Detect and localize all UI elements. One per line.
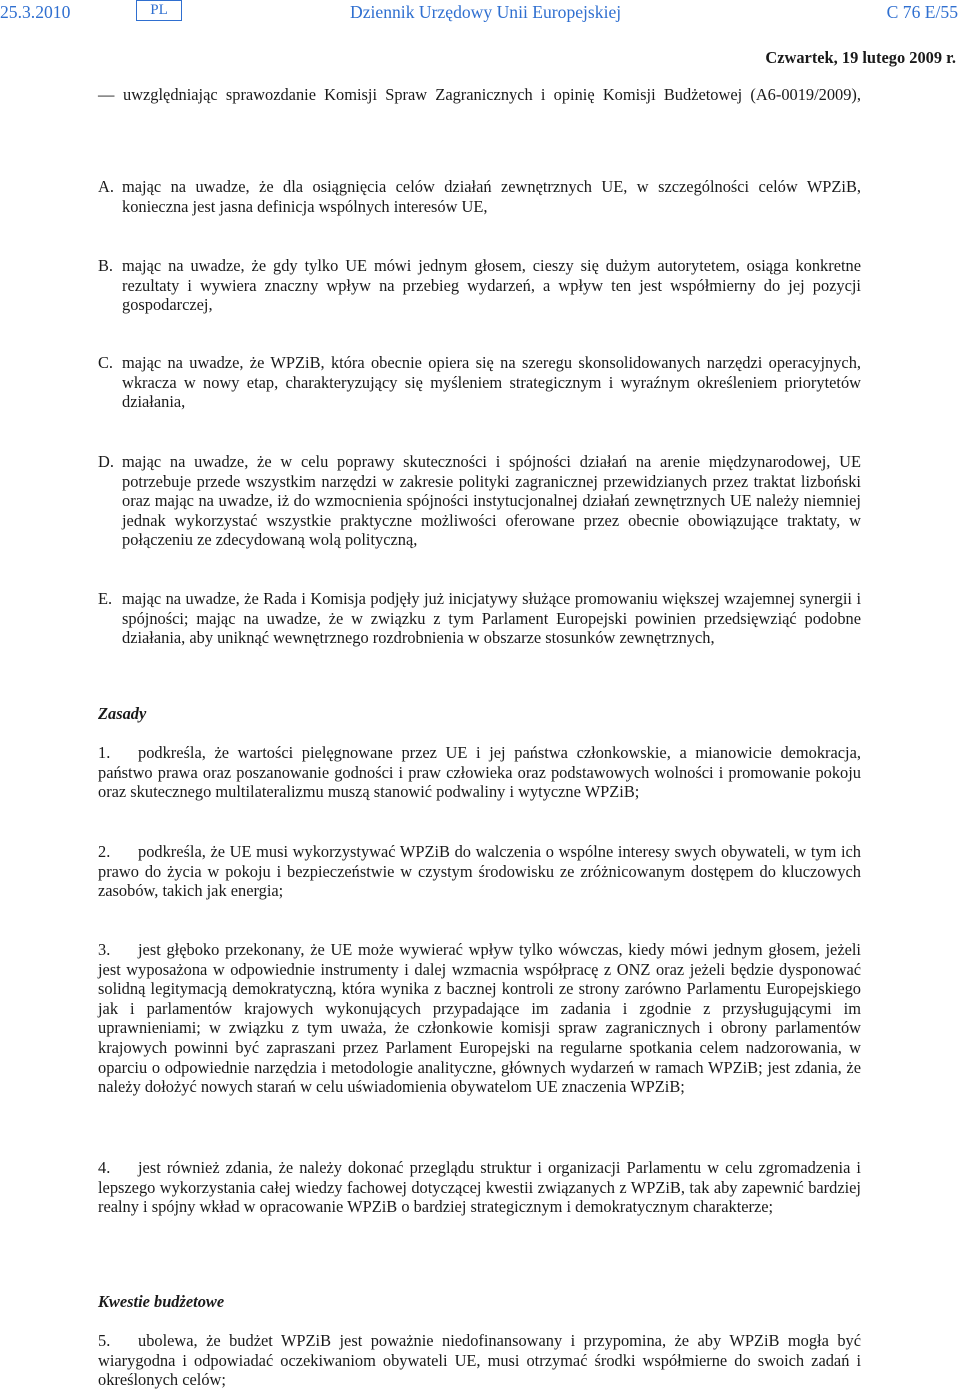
- section-heading-budget: Kwestie budżetowe: [98, 1292, 225, 1311]
- paragraph-text: podkreśla, że wartości pielęgnowane przez UE i jej państwa członkowskie, a mianowicie demokracja, państwo prawa oraz poszanowanie godności i praw człowieka oraz podstawowych wolności i promowanie pokoju oraz skutecznego multilateralizmu muszą stanowić podwaliny i wytyczne WPZiB;: [98, 743, 861, 802]
- recital-a: [98, 177, 861, 216]
- language-code: PL: [136, 0, 182, 21]
- paragraph-text: podkreśla, że UE musi wykorzystywać WPZiB do walczenia o wspólne interesy swych obywateli, w tym ich prawo do życia w pokoju i bezpieczeństwie w czystym środowisku ze zróżnicowanym dostępem do kluczowych zasobów, takich jak energia;: [98, 842, 861, 901]
- paragraph-number: 2.: [98, 842, 111, 861]
- page-header: [0, 3, 960, 25]
- recital-text: mając na uwadze, że Rada i Komisja podjęły już inicjatywy służące promowaniu większej wzajemnej synergii i spójności; mając na uwadze, że w związku z tym Parlament Europejski powinien przedsięwziąć podobne działania, aby uniknąć wewnętrznego rozdrobnienia w obszarze stosunków zewnętrznych,: [122, 589, 861, 648]
- paragraph-5: [98, 1331, 861, 1390]
- sitting-date: Czwartek, 19 lutego 2009 r.: [765, 48, 956, 67]
- recital-text: mając na uwadze, że WPZiB, która obecnie opiera się na szeregu skonsolidowanych narzędzi operacyjnych, wkracza w nowy etap, charakteryzujący się myśleniem strategicznym i wyraźnym określeniem priorytetów działania,: [122, 353, 861, 412]
- recital-text: mając na uwadze, że w celu poprawy skuteczności i spójności działań na arenie międzynarodowej, UE potrzebuje przede wszystkim narzędzi w zakresie polityki zagranicznej przewidzianych przez traktat lizboński oraz mając na uwadze, iż do wzmocnienia spójności instytucjonalnej działań zewnętrznych UE należy niemniej jednak wykorzystać wszystkie praktyczne możliwości oferowane przez obecnie obowiązujące traktaty, w połączeniu ze zdecydowaną wolą polityczną,: [122, 452, 861, 550]
- publication-date: 25.3.2010: [0, 2, 71, 22]
- paragraph-number: 1.: [98, 743, 111, 762]
- paragraph-text: jest głęboko przekonany, że UE może wywierać wpływ tylko wówczas, kiedy mówi jednym głosem, jeżeli jest wyposażona w odpowiednie instrumenty i dalej wzmacnia współpracę z ONZ oraz jeżeli będzie dysponować solidną legitymacją demokratyczną, która wynika z bacznej kontroli ze strony zarówno Parlamentu Europejskiego jak i parlamentów krajowych wykonujących przypadające im zadania i zgodnie z przysługującymi im uprawnieniami; w związku z tym uważa, że członkowie komisji spraw zagranicznych i obrony parlamentów krajowych powinni być zapraszani przez Parlament Europejski na regularne spotkania celem nadzorowania, w oparciu o odpowiednie narzędzia i metodologie analityczne, głównych wydarzeń w ramach WPZiB; jest zdania, że należy dołożyć nowych starań w celu uświadomienia obywatelom UE znaczenia WPZiB;: [98, 940, 861, 1097]
- paragraph-number: 3.: [98, 940, 111, 959]
- recital-d: [98, 452, 861, 550]
- section-heading-principles: Zasady: [98, 704, 147, 723]
- citation-text: uwzględniając sprawozdanie Komisji Spraw Zagranicznych i opinię Komisji Budżetowej (A6-0019/2009),: [123, 85, 861, 104]
- paragraph-number: 4.: [98, 1158, 111, 1177]
- recital-letter: A.: [98, 177, 114, 196]
- paragraph-2: [98, 842, 861, 901]
- recital-b: [98, 256, 861, 315]
- paragraph-3: [98, 940, 861, 1097]
- paragraph-text: jest również zdania, że należy dokonać przeglądu struktur i organizacji Parlamentu w celu zgromadzenia i lepszego wykorzystania całej wiedzy fachowej dotyczącej kwestii związanych z WPZiB, tak aby zapewnić bardziej realny i spójny wkład w opracowanie WPZiB o bardziej strategicznym i demokratycznym charakterze;: [98, 1158, 861, 1217]
- recital-text: mając na uwadze, że gdy tylko UE mówi jednym głosem, cieszy się dużym autorytetem, osiąga konkretne rezultaty i wywiera znaczny wpływ na przebieg wydarzeń, a wpływ ten jest współmierny do jej pozycji gospodarczej,: [122, 256, 861, 315]
- recital-e: [98, 589, 861, 648]
- recital-letter: C.: [98, 353, 114, 372]
- paragraph-1: [98, 743, 861, 802]
- page-reference: C 76 E/55: [886, 2, 958, 22]
- recital-letter: B.: [98, 256, 114, 275]
- citation-item: [98, 85, 861, 105]
- recital-letter: D.: [98, 452, 114, 471]
- recital-c: [98, 353, 861, 412]
- dash-marker: —: [98, 85, 115, 104]
- recital-letter: E.: [98, 589, 113, 608]
- paragraph-4: [98, 1158, 861, 1217]
- paragraph-text: ubolewa, że budżet WPZiB jest poważnie niedofinansowany i przypomina, że aby WPZiB mogła być wiarygodna i odpowiadać oczekiwaniom obywateli UE, musi otrzymać środki współmierne do swoich zadań i określonych celów;: [98, 1331, 861, 1390]
- recital-text: mając na uwadze, że dla osiągnięcia celów działań zewnętrznych UE, w szczególności celów WPZiB, konieczna jest jasna definicja wspólnych interesów UE,: [122, 177, 861, 216]
- journal-title: Dziennik Urzędowy Unii Europejskiej: [350, 2, 622, 22]
- paragraph-number: 5.: [98, 1331, 111, 1350]
